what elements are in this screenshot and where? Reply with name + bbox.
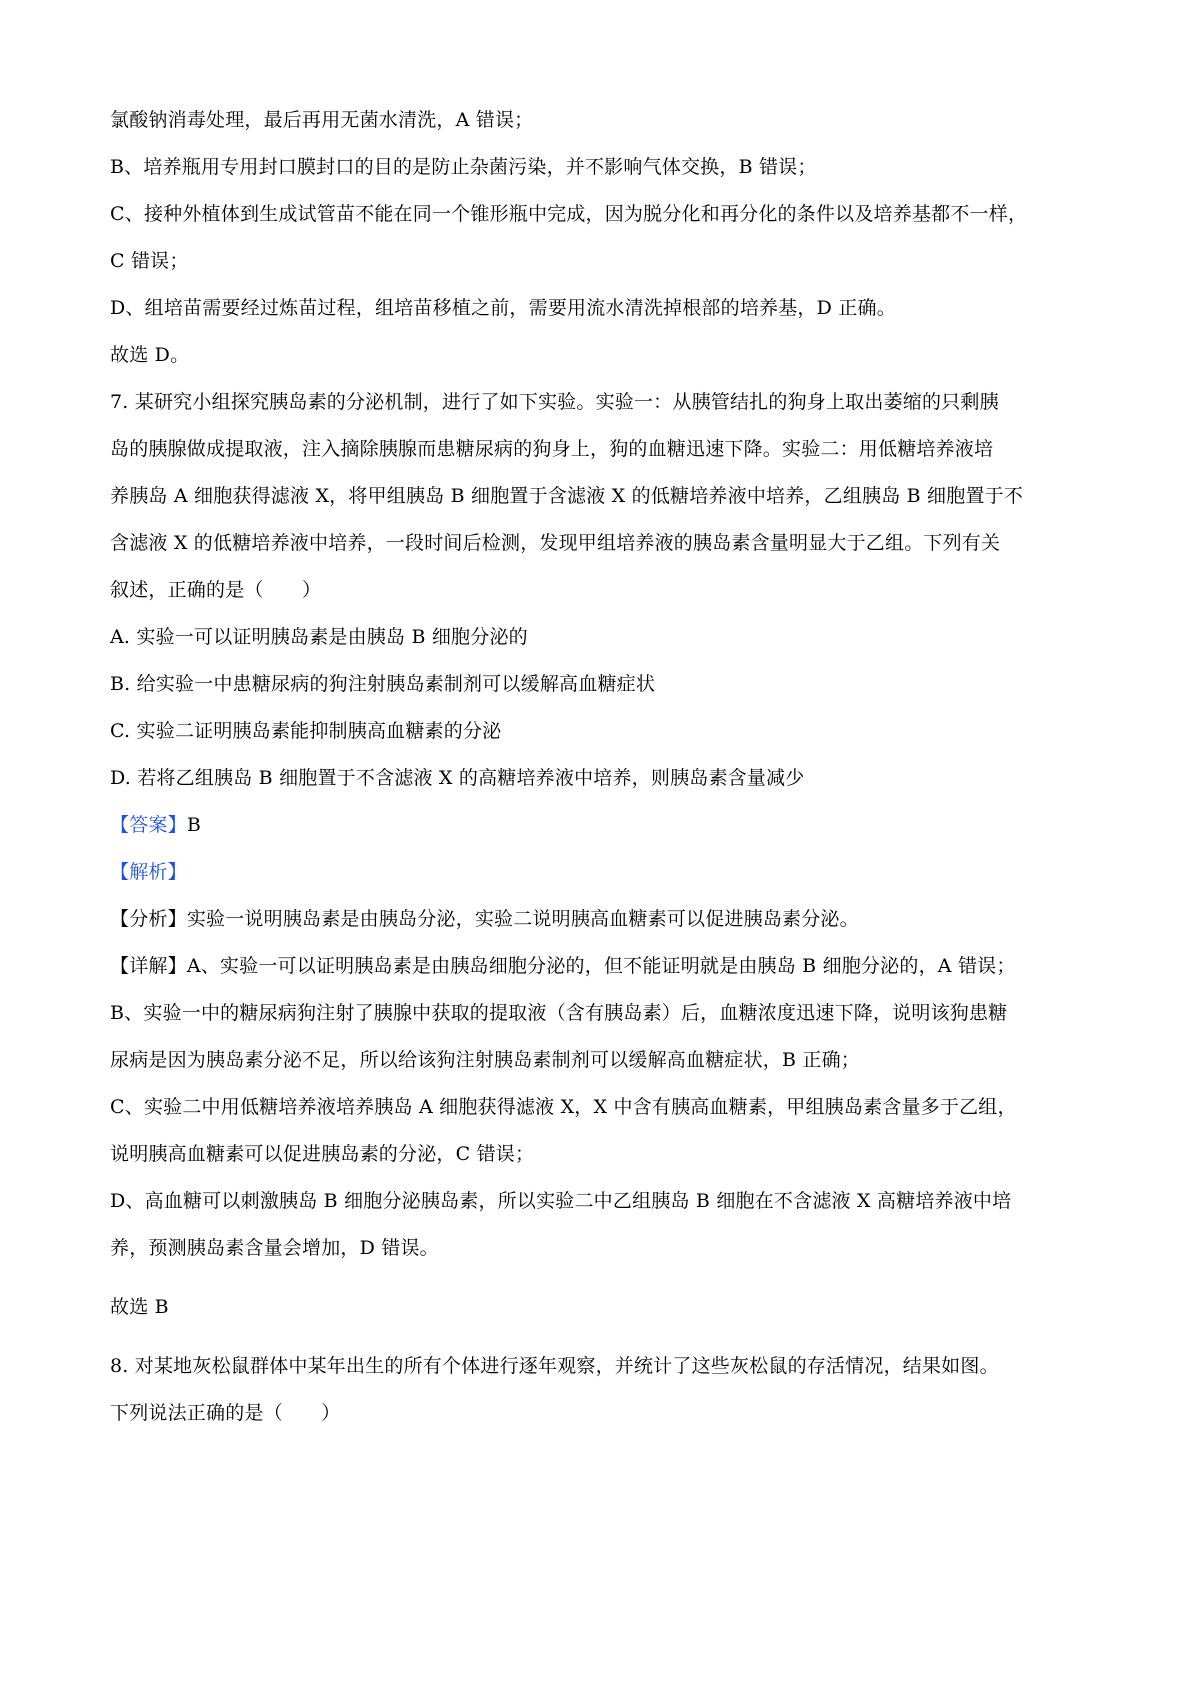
answer-tag: 【答案】 [110, 814, 187, 836]
q7-stem-line: 7. 某研究小组探究胰岛素的分泌机制，进行了如下实验。实验一：从胰管结扎的狗身上取出萎缩的只剩胰 [110, 391, 999, 413]
q6-explanation-c-line1: C、接种外植体到生成试管苗不能在同一个锥形瓶中完成，因为脱分化和再分化的条件以及培养基都不一样， [110, 203, 1028, 225]
q7-explanation-c-line1: C、实验二中用低糖培养液培养胰岛 A 细胞获得滤液 X，X 中含有胰高血糖素，甲组胰岛素含量多于乙组， [110, 1096, 1017, 1118]
analysis-tag: 【解析】 [110, 861, 187, 883]
q7-stem-line: 叙述，正确的是（ ） [110, 579, 322, 601]
fenxi-tag: 【分析】 [110, 908, 187, 930]
q7-stem-line: 养胰岛 A 细胞获得滤液 X，将甲组胰岛 B 细胞置于含滤液 X 的低糖培养液中培养，乙组胰岛 B 细胞置于不 [110, 485, 1024, 507]
q7-explanation-d-line1: D、高血糖可以刺激胰岛 B 细胞分泌胰岛素，所以实验二中乙组胰岛 B 细胞在不含滤液 X 高糖培养液中培 [110, 1190, 1012, 1212]
q7-choice: 故选 B [110, 1296, 169, 1318]
xiangjie-a-text: A、实验一可以证明胰岛素是由胰岛细胞分泌的，但不能证明就是由胰岛 B 细胞分泌的，A 错误； [186, 955, 1016, 977]
q6-explanation-d: D、组培苗需要经过炼苗过程，组培苗移植之前，需要用流水清洗掉根部的培养基，D 正确。 [110, 297, 896, 319]
q8-stem-line: 下列说法正确的是（ ） [110, 1402, 341, 1424]
q7-stem-line: 岛的胰腺做成提取液，注入摘除胰腺而患糖尿病的狗身上，狗的血糖迅速下降。实验二：用低糖培养液培 [110, 438, 994, 460]
spacer [110, 1331, 1100, 1343]
q8-stem-line: 8. 对某地灰松鼠群体中某年出生的所有个体进行逐年观察，并统计了这些灰松鼠的存活情况，结果如图。 [110, 1355, 999, 1377]
q6-explanation-c-line2: C 错误； [110, 250, 189, 272]
q7-analysis-line [110, 849, 1100, 896]
q7-explanation-b-line2: 尿病是因为胰岛素分泌不足，所以给该狗注射胰岛素制剂可以缓解高血糖症状，B 正确； [110, 1049, 861, 1071]
document-page [110, 97, 1100, 1437]
q6-explanation-b: B、培养瓶用专用封口膜封口的目的是防止杂菌污染，并不影响气体交换，B 错误； [110, 156, 817, 178]
q7-explanation-b-line1: B、实验一中的糖尿病狗注射了胰腺中获取的提取液（含有胰岛素）后，血糖浓度迅速下降，说明该狗患糖 [110, 1002, 1008, 1024]
q7-explanation-c-line2: 说明胰高血糖素可以促进胰岛素的分泌，C 错误； [110, 1143, 535, 1165]
q6-a-continuation: 氯酸钠消毒处理，最后再用无菌水清洗，A 错误； [110, 109, 534, 131]
q7-stem-line: 含滤液 X 的低糖培养液中培养，一段时间后检测，发现甲组培养液的胰岛素含量明显大于乙组。下列有关 [110, 532, 1001, 554]
xiangjie-tag: 【详解】 [110, 955, 187, 977]
q7-fenxi-line [110, 896, 1100, 943]
q7-answer-line [110, 802, 1100, 849]
answer-value: B [186, 814, 201, 836]
spacer [110, 1272, 1100, 1284]
q7-xiangjie-line [110, 943, 1100, 990]
q6-choice: 故选 D。 [110, 344, 190, 366]
q7-option-c: C. 实验二证明胰岛素能抑制胰高血糖素的分泌 [110, 720, 502, 742]
fenxi-text: 实验一说明胰岛素是由胰岛分泌，实验二说明胰高血糖素可以促进胰岛素分泌。 [186, 908, 859, 930]
q7-explanation-d-line2: 养，预测胰岛素含量会增加，D 错误。 [110, 1237, 439, 1259]
q7-option-b: B. 给实验一中患糖尿病的狗注射胰岛素制剂可以缓解高血糖症状 [110, 673, 656, 695]
q7-option-d: D. 若将乙组胰岛 B 细胞置于不含滤液 X 的高糖培养液中培养，则胰岛素含量减少 [110, 767, 805, 789]
q7-option-a: A. 实验一可以证明胰岛素是由胰岛 B 细胞分泌的 [110, 626, 528, 648]
